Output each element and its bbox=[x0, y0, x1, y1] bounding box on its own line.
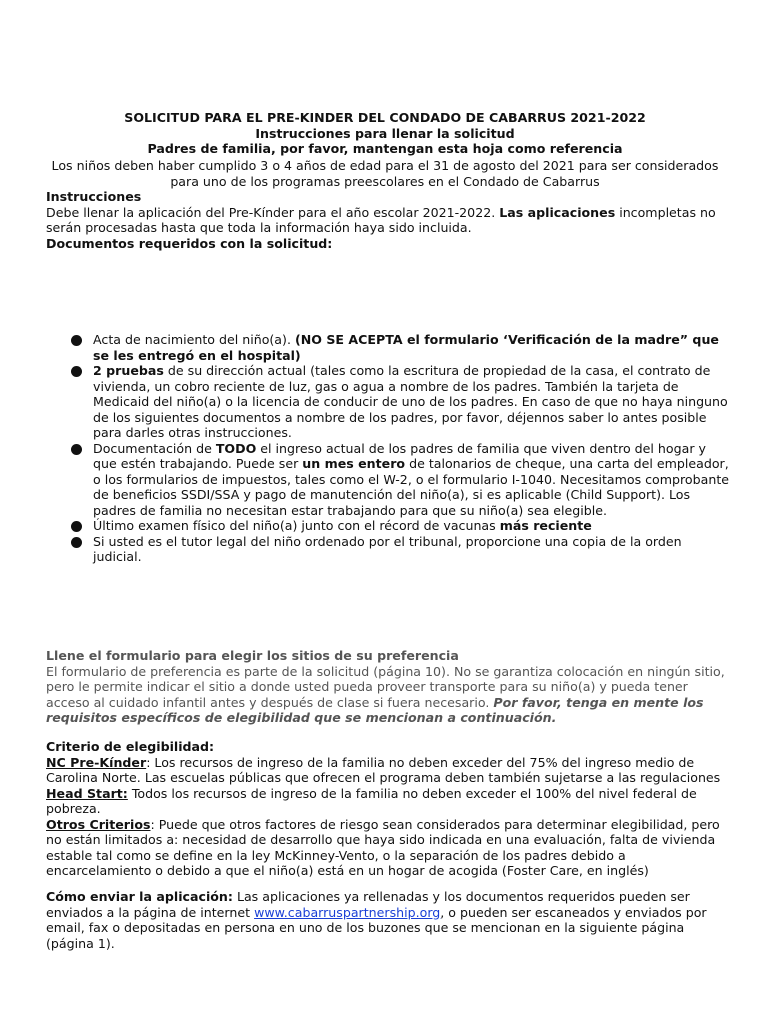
bullet-icon bbox=[71, 366, 82, 377]
eligibility-heading: Criterio de elegibilidad: bbox=[46, 739, 215, 754]
head-start-criteria: Head Start: Todos los recursos de ingreso de la familia no deben exceder el 100% del nivel federal de pobreza. bbox=[46, 785, 697, 816]
list-item: Si usted es el tutor legal del niño ordenado por el tribunal, proporcione una copia de la orden judicial. bbox=[66, 534, 732, 565]
list-item: Acta de nacimiento del niño(a). (NO SE ACEPTA el formulario ‘Verificación de la madre” que se les entregó en el hospital) bbox=[66, 332, 732, 363]
preference-heading: Llene el formulario para elegir los sitios de su preferencia bbox=[46, 648, 459, 663]
send-section: Cómo enviar la aplicación: Las aplicaciones ya rellenadas y los documentos requeridos pueden ser enviados a la página de internet www.cabarruspartnership.org, o pueden ser escaneados y enviados por email, fax o depositadas en persona en uno de los buzones que se mencionan en la siguiente página (página 1). bbox=[46, 889, 707, 951]
bullet-icon bbox=[71, 444, 82, 455]
list-item: 2 pruebas de su dirección actual (tales como la escritura de propiedad de la casa, el contrato de vivienda, un cobro reciente de luz, gas o agua a nombre de los padres. También la tarjeta de Medicaid del niño(a) o la licencia de conducir de uno de los padres. En caso de que no haya ninguno de los siguientes documentos a nombre de los padres, por favor, déjennos saber lo antes posible para darles otras instrucciones. bbox=[66, 363, 732, 441]
website-link[interactable]: www.cabarruspartnership.org bbox=[254, 904, 441, 920]
bullet-icon bbox=[71, 521, 82, 532]
eligibility-section bbox=[46, 739, 728, 879]
reference-note: Padres de familia, por favor, mantengan esta hoja como referencia bbox=[147, 141, 623, 156]
required-documents-list bbox=[66, 332, 732, 565]
instructions-heading: Instrucciones bbox=[46, 189, 142, 204]
required-documents-heading: Documentos requeridos con la solicitud: bbox=[46, 235, 333, 251]
document-header bbox=[46, 110, 724, 157]
instructions-text: Debe llenar la aplicación del Pre-Kínder para el año escolar 2021-2022. Las aplicaciones incompletas no serán procesadas hasta que toda la información haya sido incluida. bbox=[46, 204, 716, 235]
document-title: SOLICITUD PARA EL PRE-KINDER DEL CONDADO DE CABARRUS 2021-2022 bbox=[124, 110, 646, 125]
preference-text: El formulario de preferencia es parte de la solicitud (página 10). No se garantiza colocación en ningún sitio, pero le permite indicar el sitio a donde usted pueda proveer transporte para su niño(a) y pueda tener acceso al cuidado infantil antes y después de clase si fuera necesario. Por favor, tenga en mente los requisitos específicos de elegibilidad que se mencionan a continuación. bbox=[46, 663, 725, 725]
instructions-section bbox=[46, 189, 728, 251]
age-requirement: Los niños deben haber cumplido 3 o 4 años de edad para el 31 de agosto del 2021 para ser considerados para uno de los programas preescolares en el Condado de Cabarrus bbox=[51, 158, 719, 189]
send-heading: Cómo enviar la aplicación: bbox=[46, 889, 233, 904]
document-subtitle: Instrucciones para llenar la solicitud bbox=[255, 125, 515, 141]
other-criteria: Otros Criterios: Puede que otros factores de riesgo sean considerados para determinar elegibilidad, pero no están limitados a: necesidad de desarrollo que haya sido indicada en una evaluación, falta de vivienda estable tal como se define en la ley McKinney-Vento, o la separación de los padres debido a encarcelamiento o debido a que el niño(a) está en un hogar de acogida (Foster Care, en inglés) bbox=[46, 816, 720, 878]
list-item: Documentación de TODO el ingreso actual de los padres de familia que viven dentro del hogar y que estén trabajando. Puede ser un mes entero de talonarios de cheque, una carta del empleador, o los formularios de impuestos, tales como el W-2, o el formulario I-1040. Necesitamos comprobante de beneficios SSDI/SSA y pago de manutención del niño(a), si es aplicable (Child Support). Los padres de familia no necesitan estar trabajando para que su niño(a) sea elegible. bbox=[66, 441, 732, 519]
preference-section bbox=[46, 648, 728, 726]
list-item: Último examen físico del niño(a) junto con el récord de vacunas más reciente bbox=[66, 518, 732, 534]
bullet-icon bbox=[71, 537, 82, 548]
nc-prekinder-criteria: NC Pre-Kínder: Los recursos de ingreso de la familia no deben exceder del 75% del ingreso medio de Carolina Norte. Las escuelas públicas que ofrecen el programa deben también sujetarse a las regulaciones bbox=[46, 754, 721, 785]
bullet-icon bbox=[71, 335, 82, 346]
